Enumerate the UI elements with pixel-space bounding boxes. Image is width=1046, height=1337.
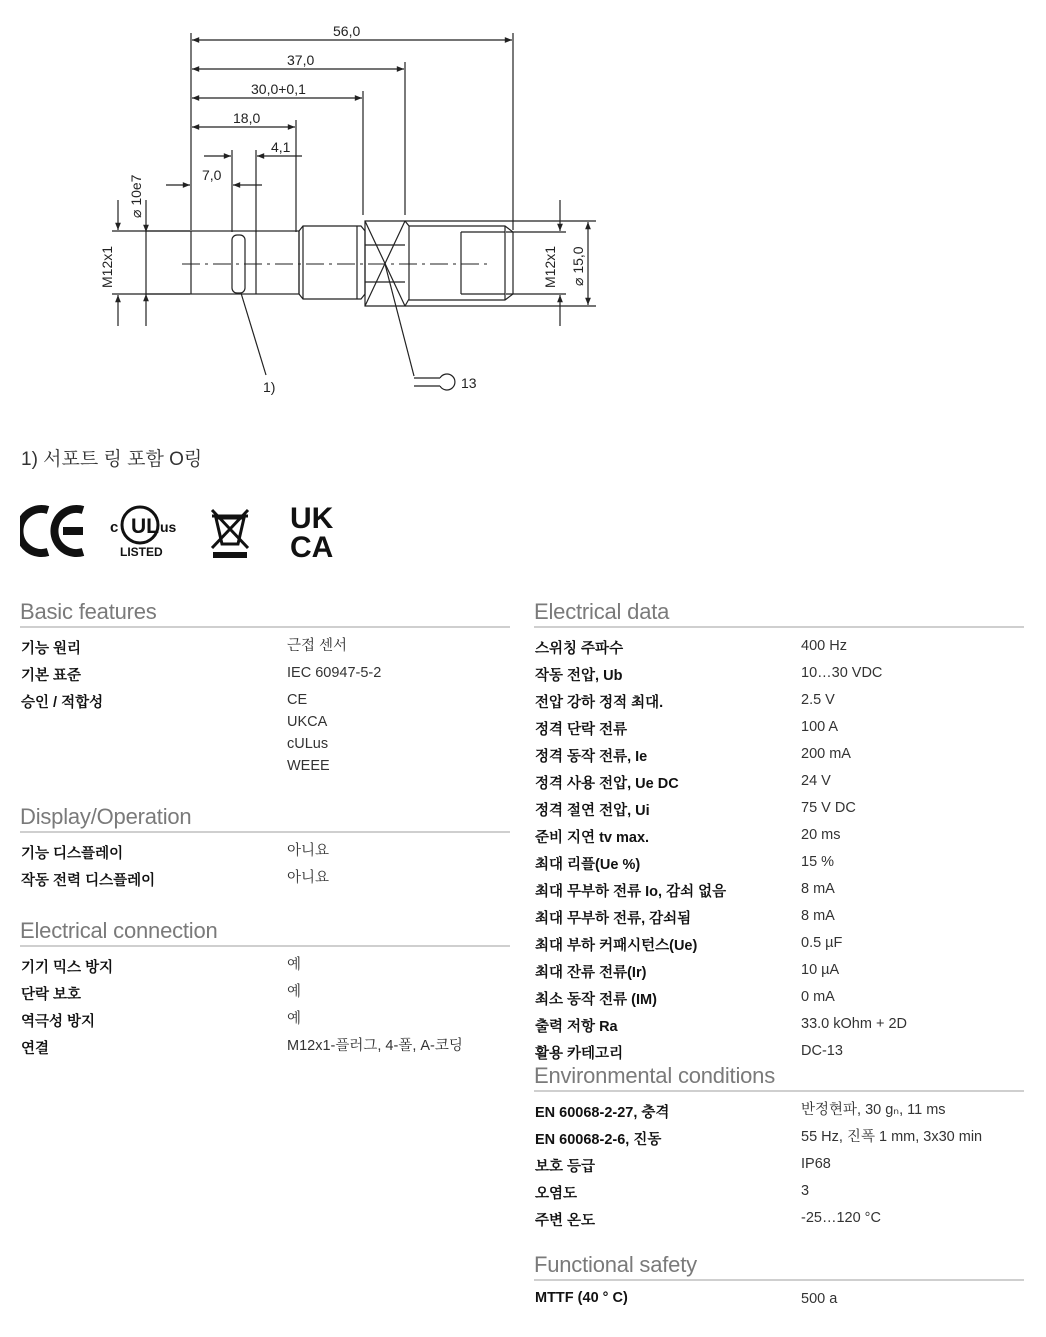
spec-value: 33.0 kOhm + 2D: [801, 1016, 907, 1032]
spec-values: [287, 954, 510, 981]
spec-label: 기기 믹스 방지: [21, 960, 114, 976]
spec-value: 8 mA: [801, 881, 835, 897]
spec-value: 0.5 µF: [801, 935, 843, 951]
spec-values: [801, 1180, 1024, 1207]
spec-value: 8 mA: [801, 908, 835, 924]
spec-value: 10…30 VDC: [801, 665, 883, 681]
spec-value: 아니요: [287, 870, 330, 886]
callout-marker: 1): [263, 379, 276, 395]
spec-values: [801, 1126, 1024, 1153]
spec-values: [801, 797, 1024, 824]
spec-row: [534, 1099, 1024, 1126]
spec-value: 200 mA: [801, 746, 851, 762]
dim-56: 56,0: [333, 23, 361, 39]
section-title: Electrical connection: [20, 917, 510, 947]
spec-label: 최대 무부하 전류, 감쇠됨: [535, 911, 692, 927]
spec-label: 전압 강하 정적 최대.: [535, 695, 664, 711]
spec-row: [534, 635, 1024, 662]
spec-label: 단락 보호: [21, 987, 82, 1003]
spec-value: 400 Hz: [801, 638, 847, 654]
spec-label: 정격 단락 전류: [535, 722, 628, 738]
functional-safety-section: [534, 1251, 1024, 1315]
spec-value: -25…120 °C: [801, 1210, 881, 1226]
spec-row: [534, 1013, 1024, 1040]
dim-30: 30,0+0,1: [251, 81, 306, 97]
left-thread-label: M12x1: [99, 245, 115, 288]
left-diameter-label: ⌀ 10e7: [128, 174, 144, 218]
spec-row: [534, 1207, 1024, 1234]
electrical-connection-section: [20, 917, 510, 1062]
spec-values: [801, 905, 1024, 932]
spec-values: [801, 824, 1024, 851]
spec-label: 오염도: [535, 1186, 578, 1202]
spec-values: [287, 840, 510, 867]
spec-label: 정격 사용 전압, Ue DC: [535, 776, 679, 792]
spec-value: CE: [287, 692, 308, 708]
spec-values: [287, 635, 510, 662]
spec-values: [287, 689, 510, 779]
spec-row: [20, 1008, 510, 1035]
wrench-size: 13: [461, 375, 477, 391]
spec-value: 3: [801, 1183, 810, 1199]
spec-row: [534, 851, 1024, 878]
spec-value: cULus: [287, 736, 329, 752]
spec-values: [287, 1035, 510, 1062]
spec-label: 연결: [21, 1041, 50, 1057]
spec-row: [534, 1153, 1024, 1180]
spec-value: IP68: [801, 1156, 831, 1172]
spec-label: EN 60068-2-27, 충격: [535, 1105, 670, 1121]
section-title: Environmental conditions: [534, 1062, 1024, 1092]
spec-row: [534, 1288, 1024, 1315]
spec-row: [534, 662, 1024, 689]
spec-values: [801, 1153, 1024, 1180]
spec-row: [534, 959, 1024, 986]
spec-row: [20, 662, 510, 689]
spec-value: 10 µA: [801, 962, 840, 978]
spec-value: 500 a: [801, 1291, 838, 1307]
section-title: Electrical data: [534, 598, 1024, 628]
spec-label: 최대 잔류 전류(Ir): [535, 965, 647, 981]
spec-label: 활용 카테고리: [535, 1046, 624, 1062]
ul-listed-icon: [110, 507, 177, 559]
spec-values: [287, 662, 510, 689]
spec-row: [534, 770, 1024, 797]
ukca-top-label: UK: [290, 502, 334, 535]
spec-row: [534, 743, 1024, 770]
ul-us-label: us: [160, 519, 177, 535]
spec-values: [801, 1207, 1024, 1234]
spec-values: [801, 770, 1024, 797]
spec-label: 기능 디스플레이: [21, 846, 124, 862]
section-title: Functional safety: [534, 1251, 1024, 1281]
spec-value: 아니요: [287, 843, 330, 859]
spec-value: 0 mA: [801, 989, 835, 1005]
environmental-conditions-section: [534, 1062, 1024, 1234]
spec-label: 정격 절연 전압, Ui: [535, 803, 650, 819]
dim-7: 7,0: [202, 167, 222, 183]
spec-label: 최대 무부하 전류 Io, 감쇠 없음: [535, 884, 727, 900]
spec-values: [287, 1008, 510, 1035]
svg-text:UL: UL: [131, 515, 159, 538]
section-title: Basic features: [20, 598, 510, 628]
spec-label: 역극성 방지: [21, 1014, 96, 1030]
spec-label: 작동 전압, Ub: [535, 668, 623, 684]
spec-value: IEC 60947-5-2: [287, 665, 382, 681]
ce-mark-icon: [20, 509, 83, 553]
spec-values: [801, 1013, 1024, 1040]
spec-value: 20 ms: [801, 827, 841, 843]
spec-row: [20, 1035, 510, 1062]
spec-value: 75 V DC: [801, 800, 856, 816]
spec-label: 기본 표준: [21, 668, 82, 684]
spec-value: UKCA: [287, 714, 328, 730]
electrical-data-section: [534, 598, 1024, 1067]
spec-values: [801, 959, 1024, 986]
spec-values: [801, 689, 1024, 716]
spec-label: EN 60068-2-6, 진동: [535, 1132, 662, 1148]
spec-label: 정격 동작 전류, Ie: [535, 749, 648, 765]
spec-values: [801, 1288, 1024, 1315]
spec-label: 스위칭 주파수: [535, 641, 624, 657]
spec-value: M12x1-플러그, 4-폴, A-코딩: [287, 1038, 463, 1054]
section-title: Display/Operation: [20, 803, 510, 833]
right-thread-label: M12x1: [542, 245, 558, 288]
spec-value: 100 A: [801, 719, 839, 735]
spec-values: [801, 662, 1024, 689]
spec-row: [534, 905, 1024, 932]
spec-label: 준비 지연 tv max.: [535, 830, 650, 846]
spec-value: 24 V: [801, 773, 831, 789]
spec-values: [801, 743, 1024, 770]
spec-row: [534, 932, 1024, 959]
spec-label: 기능 원리: [21, 641, 82, 657]
spec-values: [801, 716, 1024, 743]
spec-value: 55 Hz, 진폭 1 mm, 3x30 min: [801, 1129, 983, 1145]
ukca-bottom-label: CA: [290, 531, 334, 564]
spec-label: 승인 / 적합성: [21, 695, 104, 711]
certification-logos: [20, 500, 360, 566]
ul-listed-label: LISTED: [120, 545, 163, 559]
spec-value: 근접 센서: [287, 638, 348, 654]
spec-row: [534, 878, 1024, 905]
spec-values: [801, 932, 1024, 959]
spec-row: [534, 986, 1024, 1013]
spec-row: [20, 867, 510, 894]
spec-values: [287, 867, 510, 894]
spec-values: [801, 986, 1024, 1013]
spec-value: 예: [287, 957, 302, 973]
spec-label: 최소 동작 전류 (IM): [535, 992, 657, 1008]
technical-drawing: [0, 0, 640, 420]
spec-label: 보호 등급: [535, 1159, 596, 1175]
spec-value: 15 %: [801, 854, 835, 870]
footnote: 1) 서포트 링 포함 O링: [21, 449, 203, 470]
spec-label: 주변 온도: [535, 1213, 596, 1229]
display-operation-section: [20, 803, 510, 894]
spec-value: 예: [287, 984, 302, 1000]
spec-row: [20, 689, 510, 779]
spec-value: 2.5 V: [801, 692, 835, 708]
spec-value: 예: [287, 1011, 302, 1027]
spec-label: 작동 전력 디스플레이: [21, 873, 156, 889]
spec-label: 최대 리플(Ue %): [535, 857, 641, 873]
spec-value: DC-13: [801, 1043, 843, 1059]
spec-values: [801, 851, 1024, 878]
spec-row: [20, 840, 510, 867]
spec-values: [801, 635, 1024, 662]
spec-values: [801, 1099, 1024, 1126]
dim-18: 18,0: [233, 110, 261, 126]
spec-label: 출력 저항 Ra: [535, 1019, 618, 1035]
spec-value: 반정현파, 30 gₙ, 11 ms: [801, 1102, 946, 1118]
spec-row: [534, 716, 1024, 743]
spec-label: MTTF (40 ° C): [535, 1290, 628, 1306]
right-diameter-label: ⌀ 15,0: [570, 246, 586, 286]
ukca-mark-icon: [290, 502, 334, 564]
spec-label: 최대 부하 커패시턴스(Ue): [535, 938, 698, 954]
spec-row: [20, 954, 510, 981]
basic-features-section: [20, 598, 510, 779]
spec-value: WEEE: [287, 758, 330, 774]
spec-row: [534, 1126, 1024, 1153]
spec-row: [534, 824, 1024, 851]
spec-row: [534, 689, 1024, 716]
spec-values: [287, 981, 510, 1008]
spec-row: [20, 981, 510, 1008]
dim-4-1: 4,1: [271, 139, 291, 155]
spec-row: [534, 797, 1024, 824]
spec-row: [534, 1180, 1024, 1207]
dim-37: 37,0: [287, 52, 315, 68]
weee-bin-icon: [212, 510, 248, 558]
spec-values: [801, 878, 1024, 905]
ul-c-label: c: [110, 519, 119, 536]
spec-row: [20, 635, 510, 662]
